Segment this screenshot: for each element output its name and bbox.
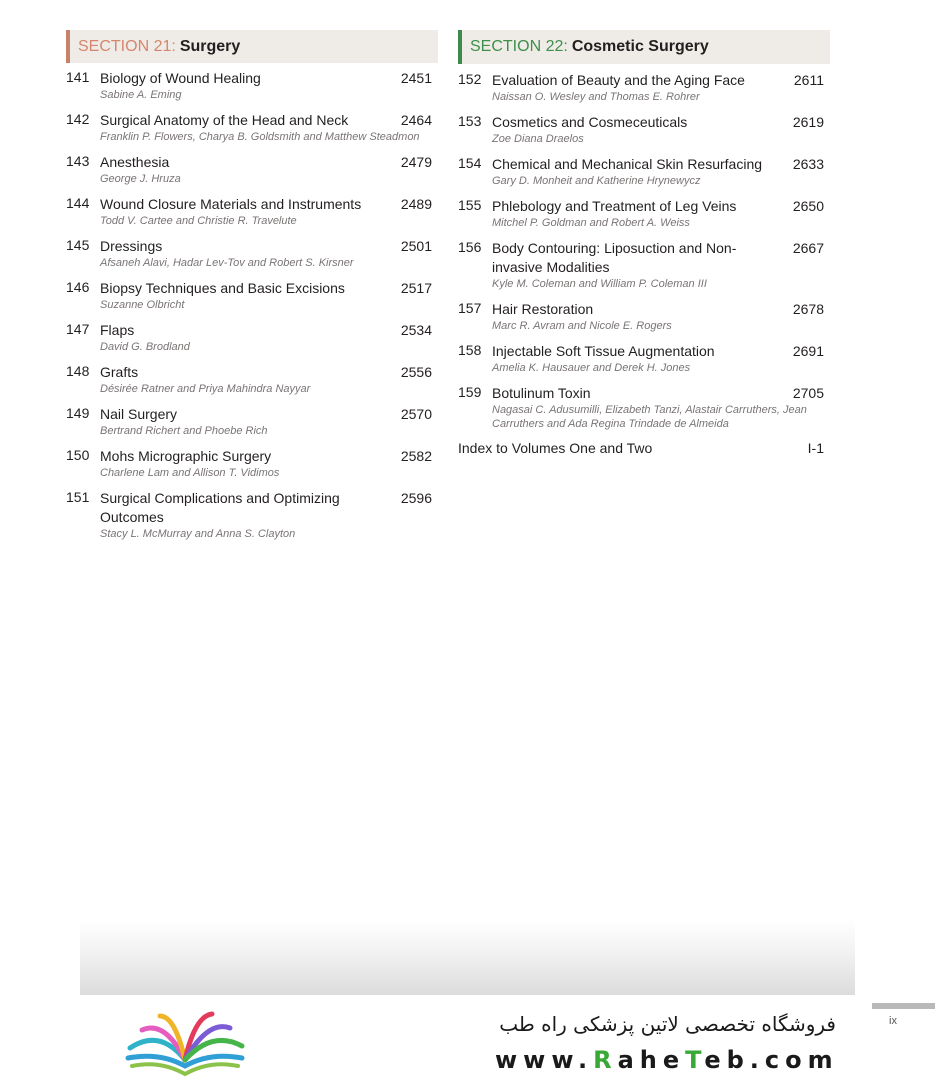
chapter-title: Surgical Complications and Optimizing Outcomes (100, 490, 340, 525)
chapter-page: 2570 (400, 406, 432, 422)
section-21-label: SECTION 21: (78, 37, 176, 55)
chapter-title: Hair Restoration (492, 301, 594, 317)
toc-entry[interactable] (458, 239, 830, 291)
chapter-title: Cosmetics and Cosmeceuticals (492, 114, 688, 130)
chapter-page: 2667 (792, 240, 824, 256)
toc-entry[interactable] (66, 69, 438, 102)
chapter-authors: Mitchel P. Goldman and Robert A. Weiss (492, 217, 690, 229)
chapter-number: 148 (66, 363, 90, 379)
chapter-title: Wound Closure Materials and Instruments (100, 196, 362, 212)
chapter-title: Biology of Wound Healing (100, 70, 261, 86)
toc-entry[interactable] (66, 489, 438, 541)
section-21-title: Surgery (179, 37, 241, 55)
chapter-authors: Sabine A. Eming (100, 89, 182, 101)
chapter-number: 159 (458, 384, 482, 400)
chapter-authors: Désirée Ratner and Priya Mahindra Nayyar (100, 383, 311, 395)
chapter-title: Evaluation of Beauty and the Aging Face (492, 72, 745, 88)
chapter-title: Dressings (100, 238, 163, 254)
section-22-header (458, 30, 830, 64)
toc-entry[interactable] (66, 363, 438, 396)
chapter-page: 2489 (400, 196, 432, 212)
chapter-page: 2596 (400, 490, 432, 506)
toc-entry[interactable] (458, 113, 830, 146)
chapter-authors: Nagasai C. Adusumilli, Elizabeth Tanzi, Alastair Carruthers, Jean Carruthers and Ada Regina Trindade de Almeida (492, 404, 807, 430)
toc-entry[interactable] (66, 321, 438, 354)
chapter-title: Chemical and Mechanical Skin Resurfacing (492, 156, 763, 172)
chapter-authors: Naissan O. Wesley and Thomas E. Rohrer (492, 91, 700, 103)
chapter-page: 2479 (400, 154, 432, 170)
toc-entry[interactable] (66, 153, 438, 186)
chapter-authors: Gary D. Monheit and Katherine Hrynewycz (492, 175, 701, 187)
chapter-authors: Marc R. Avram and Nicole E. Rogers (492, 320, 672, 332)
chapter-number: 155 (458, 197, 482, 213)
chapter-authors: Zoe Diana Draelos (492, 133, 584, 145)
chapter-title: Mohs Micrographic Surgery (100, 448, 272, 464)
chapter-number: 153 (458, 113, 482, 129)
chapter-number: 151 (66, 489, 90, 505)
chapter-title: Botulinum Toxin (492, 385, 591, 401)
toc-entry[interactable] (66, 111, 438, 144)
chapter-authors: Stacy L. McMurray and Anna S. Clayton (100, 528, 296, 540)
chapter-number: 150 (66, 447, 90, 463)
chapter-number: 141 (66, 69, 90, 85)
chapter-page: 2619 (792, 114, 824, 130)
chapter-page: 2678 (792, 301, 824, 317)
chapter-authors: Amelia K. Hausauer and Derek H. Jones (492, 362, 691, 374)
chapter-authors: George J. Hruza (100, 173, 181, 185)
toc-entry[interactable] (458, 384, 830, 431)
chapter-number: 149 (66, 405, 90, 421)
toc-entry[interactable] (66, 405, 438, 438)
chapter-title: Flaps (100, 322, 135, 338)
section-21-column (66, 30, 438, 550)
chapter-number: 152 (458, 71, 482, 87)
chapter-page: 2556 (400, 364, 432, 380)
shop-name-watermark: فروشگاه تخصصی لاتین پزشکی راه طب (499, 1012, 836, 1036)
chapter-authors: Bertrand Richert and Phoebe Rich (100, 425, 268, 437)
section-22-label: SECTION 22: (470, 38, 568, 55)
chapter-page: 2705 (792, 385, 824, 401)
chapter-authors: Charlene Lam and Allison T. Vidimos (100, 467, 280, 479)
index-title: Index to Volumes One and Two (458, 440, 653, 456)
chapter-page: 2650 (792, 198, 824, 214)
shop-url-watermark: www.RaheTeb.com (495, 1046, 839, 1074)
section-22-entries (458, 71, 830, 431)
chapter-title: Grafts (100, 364, 139, 380)
section-22-title: Cosmetic Surgery (571, 38, 709, 55)
toc-entry[interactable] (66, 195, 438, 228)
chapter-title: Nail Surgery (100, 406, 178, 422)
chapter-number: 156 (458, 239, 482, 255)
page-number: ix (889, 1015, 897, 1027)
toc-entry[interactable] (458, 155, 830, 188)
chapter-authors: David G. Brodland (100, 341, 190, 353)
page-bottom-shadow (80, 920, 855, 995)
chapter-page: 2534 (400, 322, 432, 338)
chapter-page: 2517 (400, 280, 432, 296)
chapter-page: 2464 (400, 112, 432, 128)
chapter-title: Phlebology and Treatment of Leg Veins (492, 198, 737, 214)
chapter-authors: Afsaneh Alavi, Hadar Lev-Tov and Robert S. Kirsner (100, 257, 354, 269)
toc-entry[interactable] (458, 71, 830, 104)
chapter-title: Anesthesia (100, 154, 170, 170)
chapter-number: 146 (66, 279, 90, 295)
index-page: I-1 (807, 440, 824, 456)
page-number-bar (872, 1003, 935, 1009)
chapter-authors: Todd V. Cartee and Christie R. Travelute (100, 215, 297, 227)
chapter-page: 2501 (400, 238, 432, 254)
toc-entry[interactable] (458, 197, 830, 230)
toc-entry[interactable] (458, 300, 830, 333)
chapter-number: 154 (458, 155, 482, 171)
chapter-page: 2451 (400, 70, 432, 86)
chapter-page: 2633 (792, 156, 824, 172)
chapter-number: 144 (66, 195, 90, 211)
chapter-number: 157 (458, 300, 482, 316)
chapter-number: 142 (66, 111, 90, 127)
toc-entry[interactable] (66, 237, 438, 270)
chapter-title: Body Contouring: Liposuction and Non-invasive Modalities (492, 240, 737, 275)
section-22-column (458, 30, 830, 456)
toc-entry[interactable] (66, 279, 438, 312)
chapter-title: Surgical Anatomy of the Head and Neck (100, 112, 349, 128)
chapter-page: 2582 (400, 448, 432, 464)
index-entry[interactable] (458, 440, 830, 456)
toc-entry[interactable] (458, 342, 830, 375)
chapter-title: Biopsy Techniques and Basic Excisions (100, 280, 345, 296)
chapter-authors: Franklin P. Flowers, Charya B. Goldsmith and Matthew Steadmon (100, 131, 420, 143)
chapter-number: 143 (66, 153, 90, 169)
chapter-number: 145 (66, 237, 90, 253)
chapter-page: 2611 (793, 72, 824, 88)
chapter-number: 147 (66, 321, 90, 337)
chapter-title: Injectable Soft Tissue Augmentation (492, 343, 715, 359)
chapter-number: 158 (458, 342, 482, 358)
chapter-authors: Kyle M. Coleman and William P. Coleman III (492, 278, 707, 290)
chapter-authors: Suzanne Olbricht (100, 299, 185, 311)
section-21-entries (66, 69, 438, 541)
open-book-logo (120, 1008, 250, 1078)
toc-entry[interactable] (66, 447, 438, 480)
chapter-page: 2691 (792, 343, 824, 359)
section-21-header (66, 30, 438, 63)
